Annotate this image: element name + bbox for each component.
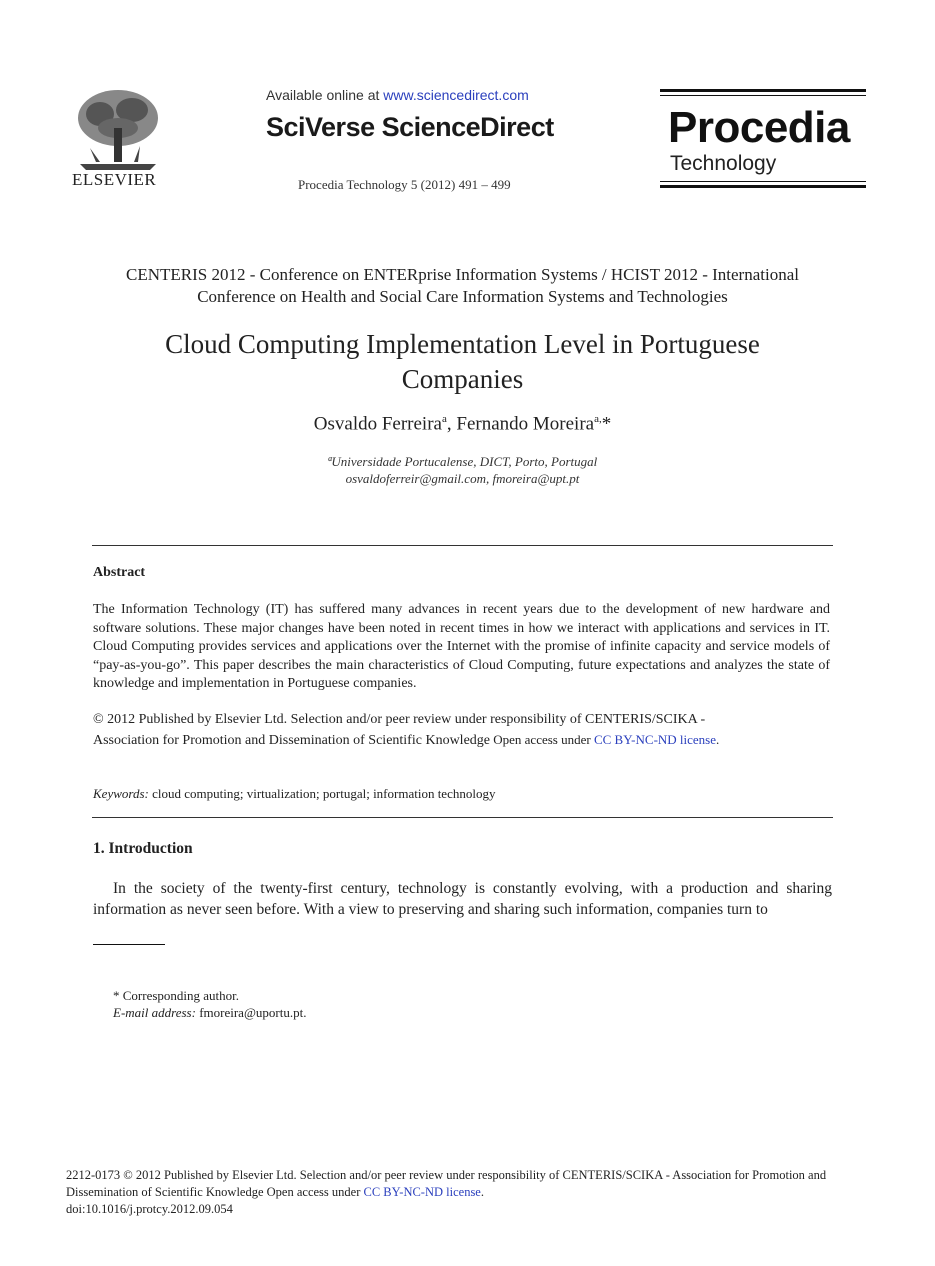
- license-period: .: [716, 732, 720, 747]
- author-1: Osvaldo Ferreira: [313, 413, 442, 435]
- footer-open-access-label: Open access under: [263, 1185, 364, 1199]
- logo-rule-top: [660, 89, 866, 92]
- paper-title: [60, 327, 865, 397]
- available-online: [266, 87, 529, 103]
- abstract-heading: Abstract: [93, 565, 146, 580]
- title-line-2: Companies: [401, 364, 524, 394]
- section-heading-introduction: 1. Introduction: [93, 840, 193, 857]
- abstract-top-rule: [92, 545, 833, 546]
- logo-rule-bottom-thin: [660, 181, 866, 182]
- conference-line-2: Conference on Health and Social Care Information Systems and Technologies: [197, 287, 728, 306]
- journal-reference: Procedia Technology 5 (2012) 491 – 499: [298, 177, 511, 192]
- footnote-email: [113, 1005, 306, 1021]
- procedia-subtitle: Technology: [670, 152, 777, 175]
- copyright-line-2-wrap: [93, 730, 833, 751]
- page-footer: [66, 1167, 856, 1218]
- author-separator: ,: [446, 413, 457, 435]
- abstract-text: The Information Technology (IT) has suffered many advances in recent years due to the development of new hardware and software solutions. These major changes have been noted in recent times in how we interact with applications and services in IT. Cloud Computing provides services and applications over the Internet with the promise of infinite capacity and service models of “pay-as-you-go”. This paper describes the main characteristics of Cloud Computing, future expectations and analyzes the state of knowledge and implementation in Portuguese companies.: [93, 602, 830, 691]
- footer-license-link[interactable]: CC BY-NC-ND license: [363, 1185, 481, 1199]
- footnote-email-label: E-mail address:: [113, 1005, 196, 1020]
- footer-doi: doi:10.1016/j.protcy.2012.09.054: [66, 1202, 233, 1216]
- keywords-label: Keywords:: [93, 786, 149, 801]
- author-2: Fernando Moreira: [456, 413, 595, 435]
- available-online-label: Available online at: [266, 87, 384, 103]
- abstract-bottom-rule: [92, 817, 833, 818]
- sciverse-wordmark: SciVerse ScienceDirect: [266, 112, 554, 142]
- introduction-text: In the society of the twenty-first century, technology is constantly evolving, with a production and sharing information as never seen before. With a view to preserving and sharing such information, companies turn to: [93, 880, 832, 918]
- procedia-logo: [660, 89, 866, 189]
- footnote-corresponding: * Corresponding author.: [113, 988, 240, 1003]
- author-1-affil-mark: a: [441, 413, 447, 425]
- open-access-label: Open access under: [490, 732, 594, 747]
- keywords: [93, 786, 495, 802]
- keywords-values: cloud computing; virtualization; portugal; information technology: [148, 786, 496, 801]
- sciencedirect-link[interactable]: www.sciencedirect.com: [383, 87, 529, 103]
- conference-line-1: CENTERIS 2012 - Conference on ENTERprise Information Systems / HCIST 2012 - International: [126, 265, 799, 284]
- copyright-line-1: © 2012 Published by Elsevier Ltd. Selection and/or peer review under responsibility of CENTERIS/SCIKA -: [93, 712, 706, 727]
- elsevier-logo: [70, 88, 166, 190]
- corresponding-mark: *: [601, 413, 612, 435]
- affiliation-block: [60, 453, 865, 487]
- license-link[interactable]: CC BY-NC-ND license: [593, 732, 717, 747]
- footer-copyright: 2212-0173 © 2012 Published by Elsevier Ltd. Selection and/or peer review under responsibility of CENTERIS/SCIKA - Association for Promotion and Dissemination of Scientific Knowledge: [66, 1168, 827, 1199]
- footer-issn: [66, 1167, 856, 1201]
- footer-license-period: .: [480, 1185, 484, 1199]
- footnote-email-value: fmoreira@uportu.pt.: [195, 1005, 307, 1020]
- copyright-line-2: Association for Promotion and Dissemination of Scientific Knowledge: [93, 733, 490, 748]
- elsevier-wordmark: ELSEVIER: [72, 170, 157, 189]
- author-emails: osvaldoferreir@gmail.com, fmoreira@upt.pt: [345, 471, 580, 486]
- author-2-affil-mark: a,: [594, 413, 602, 425]
- logo-rule-top-thin: [660, 95, 866, 96]
- procedia-title: Procedia: [668, 103, 850, 152]
- title-line-1: Cloud Computing Implementation Level in Portuguese: [165, 329, 760, 359]
- footnote-rule: [93, 944, 165, 945]
- author-list: [60, 413, 865, 435]
- affiliation: ªUniversidade Portucalense, DICT, Porto, Portugal: [327, 454, 598, 469]
- conference-name: [60, 264, 865, 308]
- logo-rule-bottom: [660, 185, 866, 188]
- copyright-notice: [93, 710, 833, 751]
